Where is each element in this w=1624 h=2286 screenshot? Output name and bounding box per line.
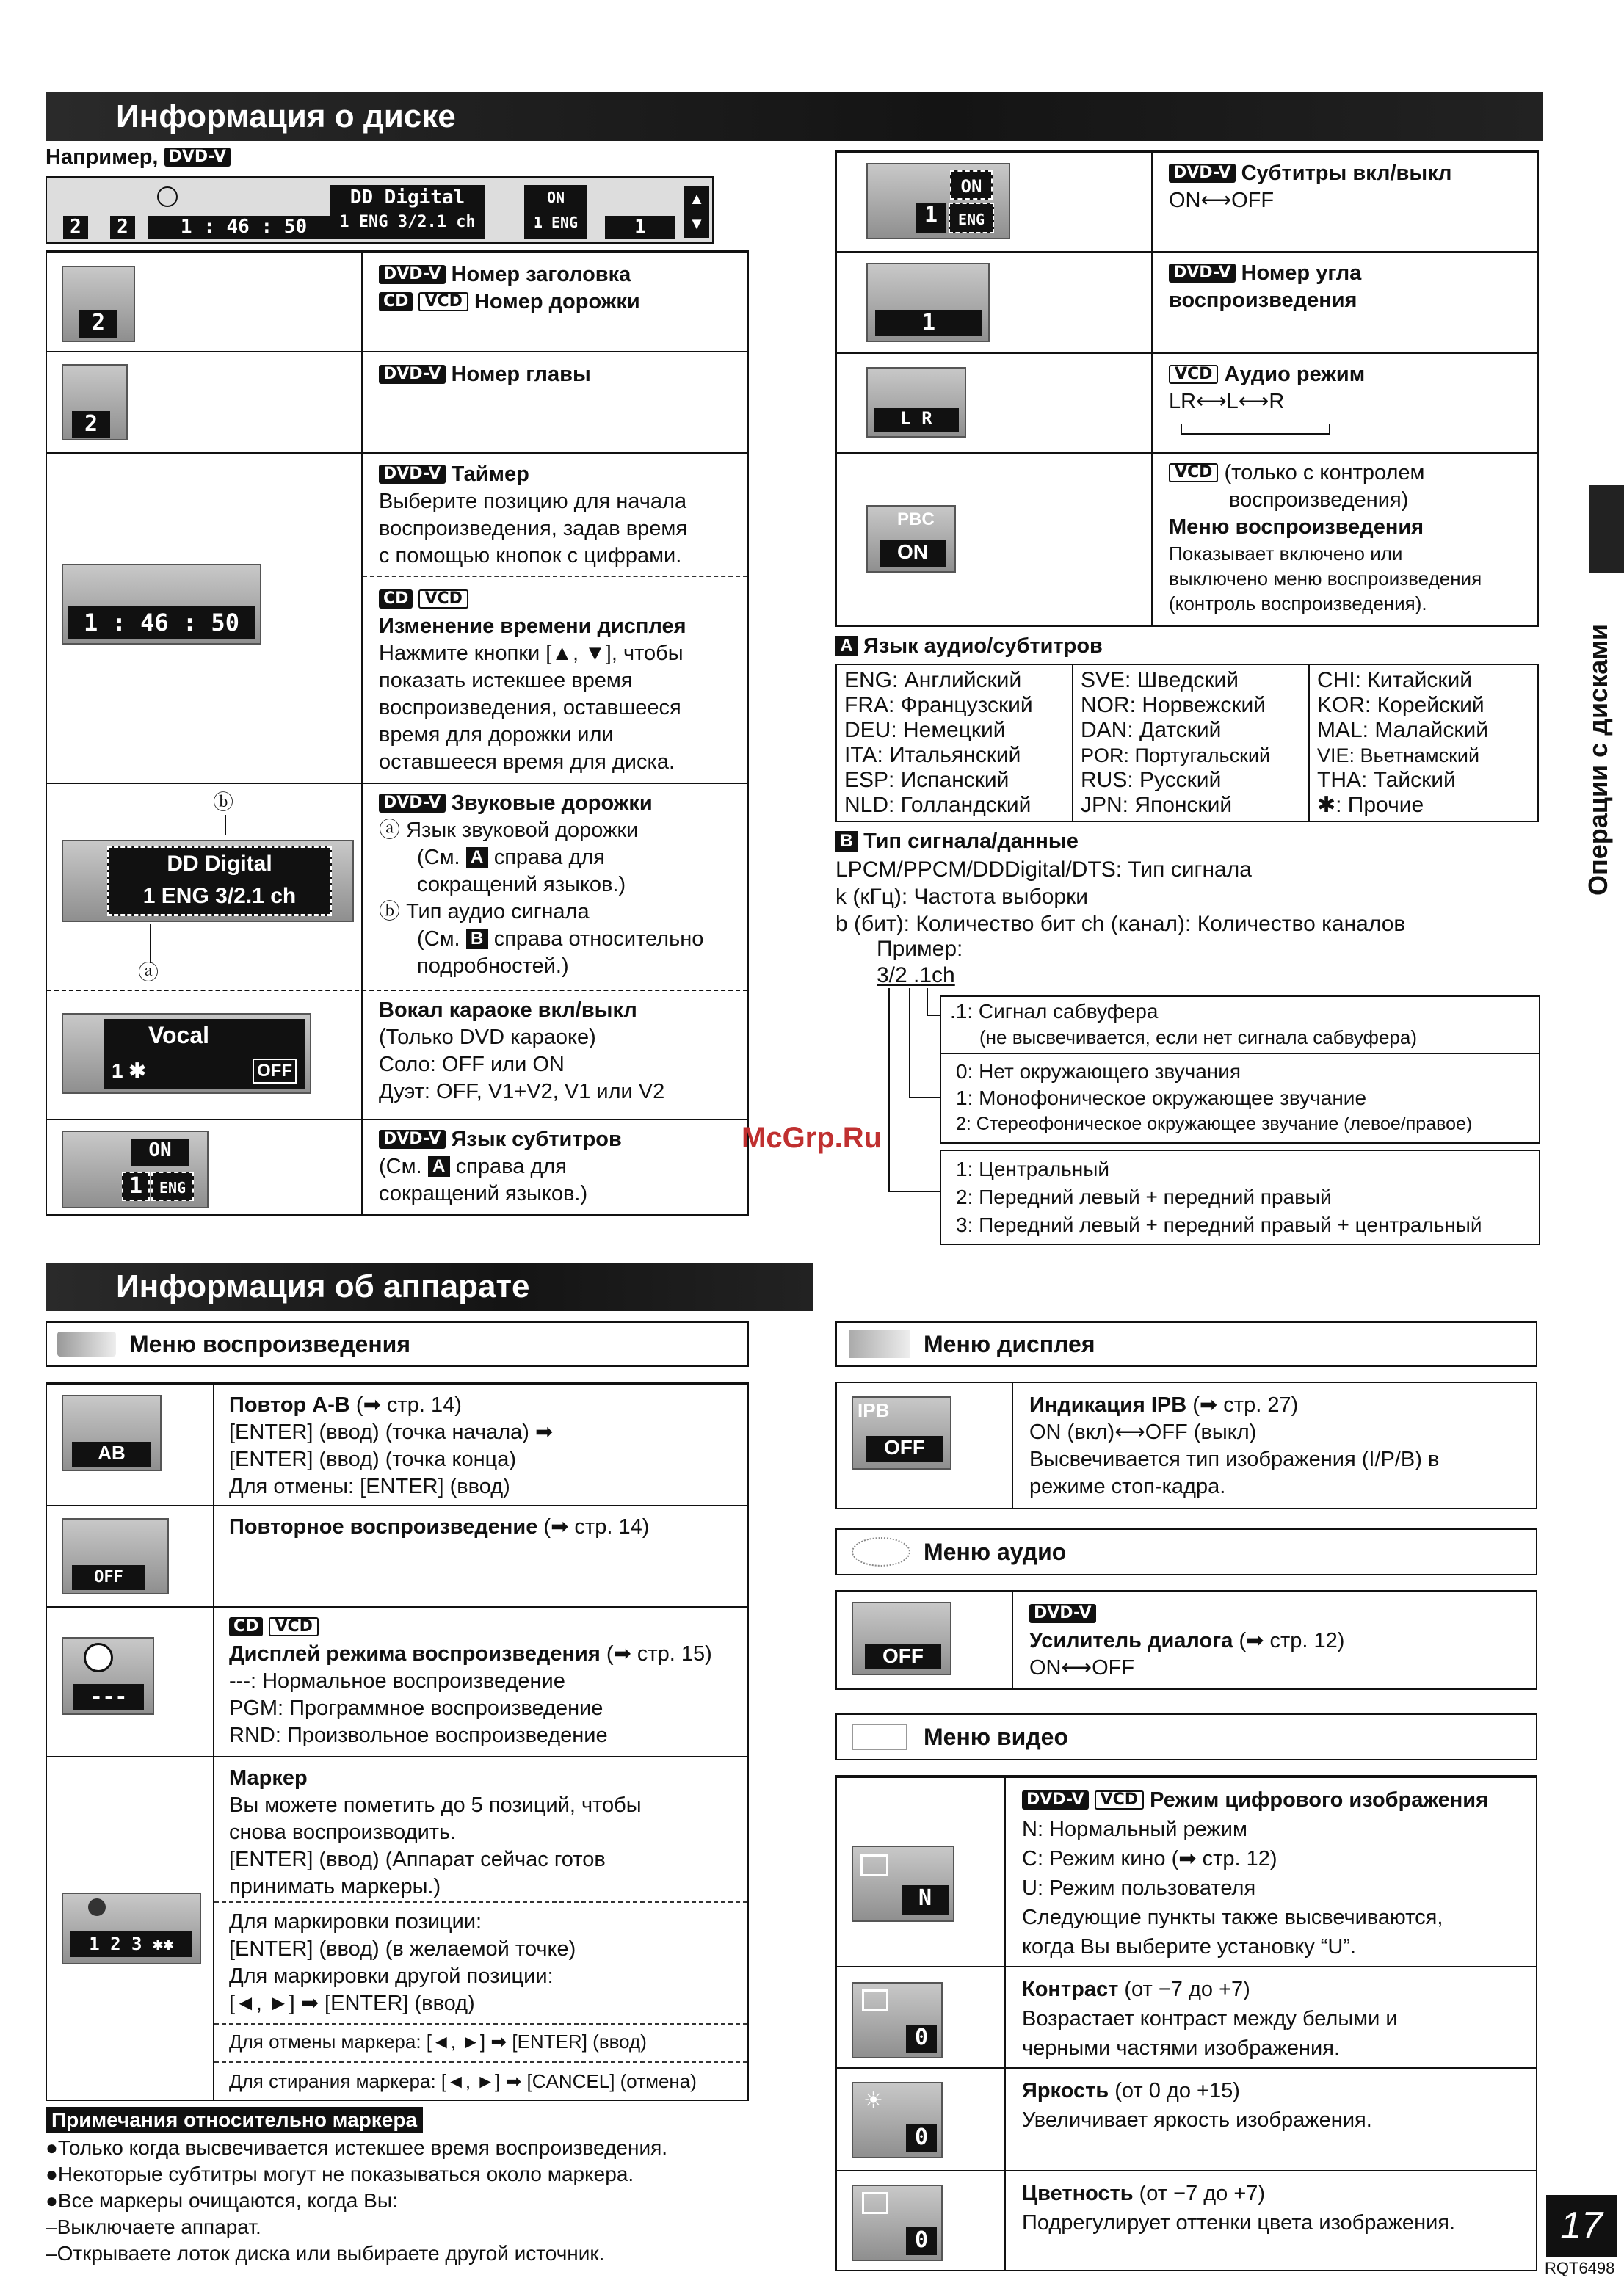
- side-tab: [1589, 485, 1624, 573]
- signal-box-surround: 0: Нет окружающего звучания 1: Монофоническое окружающее звучание 2: Стереофоническое окружающее звучание (левое/правое): [940, 1054, 1540, 1144]
- display-menu-icon: [849, 1330, 910, 1358]
- row-audio-mode: L R VCD Аудио режим LR⟷L⟷R: [837, 352, 1537, 452]
- row-chapter-number: 2 DVD-V Номер главы: [47, 351, 747, 452]
- row-title-number: 2 DVD-V Номер заголовка CD VCD Номер дорожки: [47, 251, 747, 351]
- contrast-icon: 0: [852, 1982, 943, 2058]
- lang-col-1: ENG: Английский FRA: Французский DEU: Немецкий ITA: Итальянский ESP: Испанский NLD: Голландский: [844, 668, 1033, 817]
- row-subtitle-language: ON 1 ENG DVD-V Язык субтитров (См. A справа для сокращений языков.): [47, 1119, 747, 1217]
- video-menu-icon: [852, 1724, 907, 1750]
- row-karaoke: Vocal 1 ✱ OFF Вокал караоке вкл/выкл (Только DVD караоке) Соло: OFF или ON Дуэт: OFF, V1+V2, V1 или V2: [47, 990, 747, 1119]
- label-a: ⓐ: [138, 961, 159, 984]
- label-b: ⓑ: [213, 791, 234, 813]
- brightness-icon: ☀ 0: [852, 2082, 943, 2158]
- picture-mode-icon: N: [852, 1846, 954, 1922]
- display-menu-bar: Меню дисплея: [835, 1321, 1537, 1367]
- disc-info-header: [46, 92, 1543, 141]
- video-menu-bar: Меню видео: [835, 1713, 1537, 1760]
- example-tag: DVD-V: [164, 148, 231, 167]
- marker-icon: 1 2 3 ✱✱: [62, 1893, 201, 1964]
- notes-title: Примечания относительно маркера: [46, 2107, 423, 2133]
- row-repeat-play: OFF Повторное воспроизведение (➡ стр. 14): [47, 1505, 747, 1606]
- watermark: McGrp.Ru: [742, 1122, 882, 1154]
- play-menu-table: [46, 1382, 749, 2101]
- arrows-icon[interactable]: ▲ ▼: [684, 186, 709, 238]
- status-chapter-num: 2: [110, 216, 135, 239]
- pbc-icon: PBC ON: [866, 505, 956, 573]
- signal-lines: LPCM/PPCM/DDDigital/DTS: Тип сигнала k (кГц): Частота выборки b (бит): Количество бит ch (канал): Количество каналов: [835, 857, 1406, 936]
- row-marker: 1 2 3 ✱✱ Маркер Вы можете пометить до 5 позиций, чтобы снова воспроизводить. [ENTER] (ввод) (Аппарат сейчас готов принимать маркеры.) Для маркировки позиции: [ENTER] (ввод) (в желаемой точке) Для маркировки другой позиции: [◄, ►] ➡ [ENTER] (ввод) Для отмены маркера: [◄, ►] ➡ [ENTER] (ввод) Для стирания маркера: [◄, ►] ➡ [CANCEL] (отмена): [47, 1756, 747, 2101]
- status-audio: DD Digital 1 ENG 3/2.1 ch: [330, 185, 485, 239]
- lang-col-3: CHI: Китайский KOR: Корейский MAL: Малайский VIE: Вьетнамский THA: Тайский ✱: Прочие: [1317, 668, 1488, 817]
- dialog-icon: OFF: [852, 1602, 951, 1675]
- disc-info-title: Информация о диске: [116, 98, 456, 134]
- example-line: Например, DVD-V: [46, 144, 231, 171]
- unit-info-title: Информация об аппарате: [116, 1269, 530, 1305]
- example-word: Пример:: [877, 937, 963, 961]
- repeat-play-icon: OFF: [62, 1518, 169, 1594]
- row-audio-tracks: ⓑ DD Digital 1 ENG 3/2.1 ch ⓐ DVD-V Звуковые дорожки ⓐ Язык звуковой дорожки (См. A справа для сокращений языков.) ⓑ Тип аудио сигнала (См. B справа относительно подробностей.): [47, 783, 747, 990]
- disc-info-right-table: [835, 150, 1539, 627]
- audio-menu-bar: Меню аудио: [835, 1528, 1537, 1575]
- doc-code: RQT6498: [1545, 2259, 1615, 2277]
- signal-box-front: 1: Центральный 2: Передний левый + передний правый 3: Передний левый + передний правый + центральный: [940, 1150, 1540, 1245]
- audio-mode-loop-arrow: [1181, 424, 1330, 435]
- row-timer: 1 : 46 : 50 DVD-V Таймер Выберите позицию для начала воспроизведения, задав время с помощью кнопок с цифрами. CD VCD Изменение времени дисплея Нажмите кнопки [▲, ▼], чтобы показать истекшее время воспроизведения, оставшееся время для дорожки или оставшееся время для диска.: [47, 452, 747, 783]
- lang-heading: A Язык аудио/субтитров: [835, 633, 1103, 660]
- row-angle: 1 DVD-V Номер угла воспроизведения: [837, 251, 1537, 352]
- row-pbc: PBC ON VCD (только с контролем воспроизведения) Меню воспроизведения Показывает включено или выключено меню воспроизведения (контроль воспроизведения).: [837, 452, 1537, 627]
- status-subtitle: ON 1 ENG: [524, 185, 587, 239]
- notes-list: ●Только когда высвечивается истекшее время воспроизведения. ●Некоторые субтитры могут не показываться около маркера. ●Все маркеры очищаются, когда Вы: –Выключаете аппарат. –Открываете лоток диска или выбираете другой источник.: [46, 2136, 668, 2265]
- clock-icon: [157, 186, 178, 207]
- row-brightness: ☀ 0 Яркость (от 0 до +15) Увеличивает яркость изображения.: [837, 2067, 1536, 2170]
- page-number: 17: [1546, 2195, 1617, 2257]
- status-title-num: 2: [63, 216, 88, 239]
- row-repeat-ab: AB Повтор A-B (➡ стр. 14) [ENTER] (ввод) (точка начала) ➡ [ENTER] (ввод) (точка конца) Для отмены: [ENTER] (ввод): [47, 1383, 747, 1505]
- row-digital-picture: N DVD-V VCD Режим цифрового изображения N: Нормальный режим C: Режим кино (➡ стр. 12) U: Режим пользователя Следующие пункты также высвечиваются, когда Вы выберите установку “U”.: [837, 1777, 1536, 1966]
- karaoke-icon: Vocal 1 ✱ OFF: [62, 1013, 311, 1094]
- angle-icon: 1: [866, 263, 990, 342]
- signal-box-subwoofer: .1: Сигнал сабвуфера (не высвечивается, если нет сигнала сабвуфера): [940, 995, 1540, 1054]
- audio-menu-table: OFF DVD-V Усилитель диалога (➡ стр. 12) ON⟷OFF: [835, 1590, 1537, 1690]
- disc-icon: [84, 1643, 113, 1672]
- status-bar: [46, 176, 714, 244]
- audio-track-icon: [62, 840, 354, 922]
- ipb-icon: IPB OFF: [852, 1396, 951, 1470]
- row-contrast: 0 Контраст (от −7 до +7) Возрастает контраст между белыми и черными частями изображения.: [837, 1966, 1536, 2067]
- chapter-icon: 2: [62, 364, 128, 440]
- pin-icon: [88, 1898, 106, 1916]
- disc-info-left-table: [46, 250, 749, 1216]
- row-color: 0 Цветность (от −7 до +7) Подрегулирует оттенки цвета изображения.: [837, 2170, 1536, 2271]
- repeat-ab-icon: AB: [62, 1395, 162, 1471]
- play-menu-icon: [57, 1332, 116, 1357]
- video-menu-table: [835, 1775, 1537, 2271]
- title-icon: 2: [62, 266, 135, 342]
- audio-menu-icon: [852, 1537, 910, 1567]
- row-subtitle-onoff: ON 1 ENG DVD-V Субтитры вкл/выкл ON⟷OFF: [837, 151, 1537, 251]
- row-play-mode: --- CD VCD Дисплей режима воспроизведения (➡ стр. 15) ---: Нормальное воспроизведение PGM: Программное воспроизведение RND: Произвольное воспроизведение: [47, 1606, 747, 1756]
- audio-mode-icon: L R: [866, 367, 966, 438]
- side-label: Операции с дисками: [1583, 623, 1613, 896]
- color-icon: 0: [852, 2185, 943, 2261]
- unit-info-header: [46, 1263, 813, 1311]
- status-angle: 1: [605, 216, 675, 239]
- signal-heading: B Тип сигнала/данные: [835, 828, 1079, 855]
- play-mode-icon: ---: [62, 1637, 154, 1715]
- audio-track-display: DD Digital 1 ENG 3/2.1 ch: [107, 846, 332, 916]
- play-menu-bar: Меню воспроизведения: [46, 1321, 749, 1367]
- example-value: 3/2 .1ch: [877, 963, 955, 987]
- status-time: 1 : 46 : 50: [148, 216, 339, 239]
- lang-col-2: SVE: Шведский NOR: Норвежский DAN: Датский POR: Португальский RUS: Русский JPN: Японский: [1081, 668, 1271, 817]
- display-menu-table: IPB OFF Индикация IPB (➡ стр. 27) ON (вкл)⟷OFF (выкл) Высвечивается тип изображения (I/P/B) в режиме стоп-кадра.: [835, 1382, 1537, 1509]
- language-table: [835, 664, 1539, 822]
- subtitle-lang-icon: ON 1 ENG: [62, 1131, 209, 1208]
- subtitle-onoff-icon: ON 1 ENG: [866, 163, 1010, 239]
- timer-icon: 1 : 46 : 50: [62, 564, 261, 645]
